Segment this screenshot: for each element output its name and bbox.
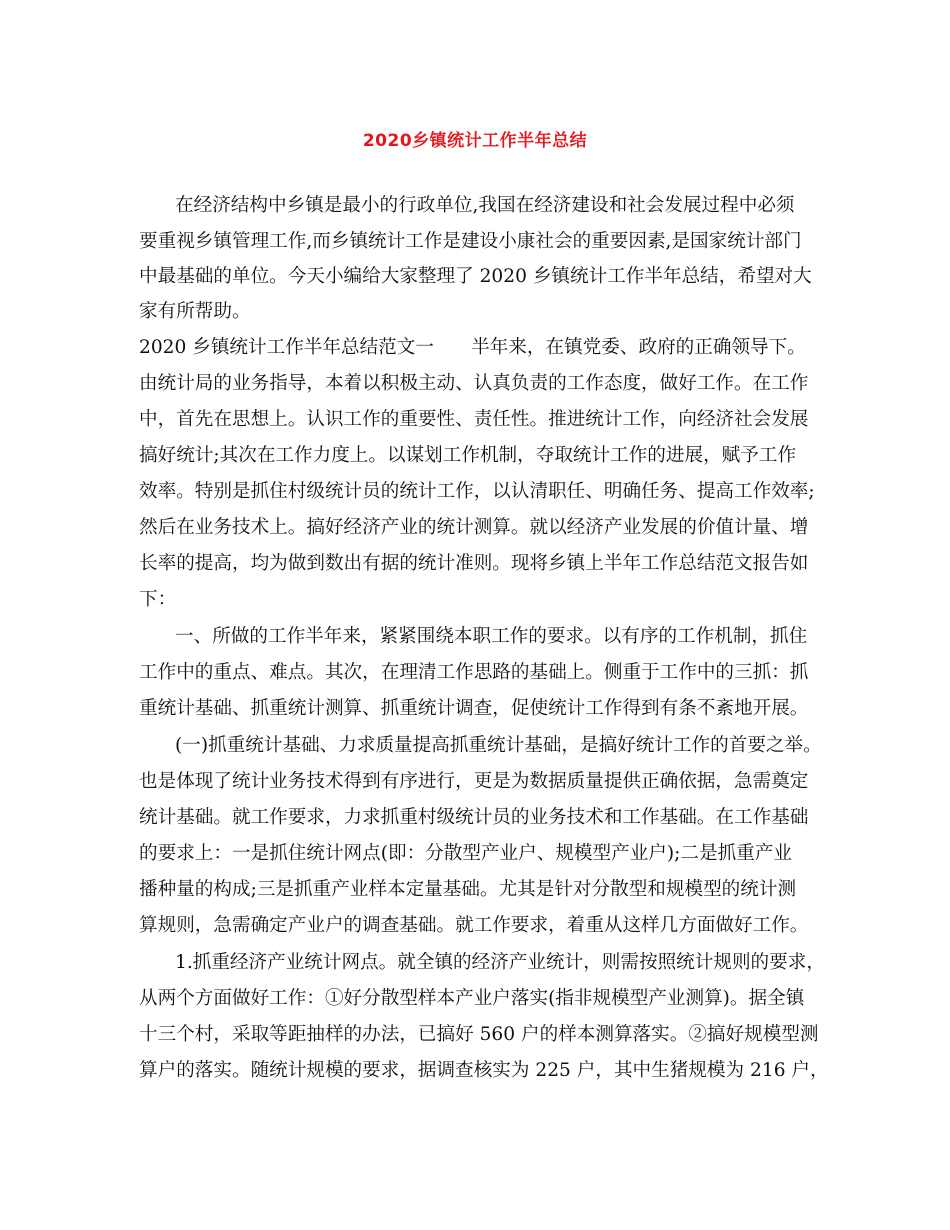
body-line: 搞好统计;其次在工作力度上。以谋划工作机制，夺取统计工作的进展，赋予工作 [139,445,797,466]
body-line: 从两个方面做好工作：①好分散型样本产业户落实(指非规模型产业测算)。据全镇 [139,988,805,1009]
body-line: 由统计局的业务指导，本着以积极主动、认真负责的工作态度，做好工作。在工作 [139,373,809,394]
body-line: 长率的提高，均为做到数出有据的统计准则。现将乡镇上半年工作总结范文报告如 [139,553,809,574]
body-line: 要重视乡镇管理工作,而乡镇统计工作是建设小康社会的重要因素,是国家统计部门 [139,231,802,252]
body-line: 工作中的重点、难点。其次，在理清工作思路的基础上。侧重于工作中的三抓：抓 [139,662,809,683]
body-line: 重统计基础、抓重统计测算、抓重统计调查，促使统计工作得到有条不紊地开展。 [139,698,809,719]
body-line: 在经济结构中乡镇是最小的行政单位,我国在经济建设和社会发展过程中必须 [175,195,795,216]
body-line: 1.抓重经济产业统计网点。就全镇的经济产业统计，则需按照统计规则的要求， [175,952,825,973]
body-line: 统计基础。就工作要求，力求抓重村级统计员的业务技术和工作基础。在工作基础 [139,807,809,828]
body-line: 家有所帮助。 [139,301,251,322]
body-line: 中最基础的单位。今天小编给大家整理了 2020 乡镇统计工作半年总结，希望对大 [139,266,812,287]
body-line: 算户的落实。随统计规模的要求，据调查核实为 225 户，其中生猪规模为 216 户， [139,1060,829,1081]
body-line: 算规则，急需确定产业户的调查基础。就工作要求，着重从这样几方面做好工作。 [139,915,809,936]
body-line: 十三个村，采取等距抽样的办法，已搞好 560 户的样本测算落实。②搞好规模型测 [139,1024,819,1045]
document-title: 2020乡镇统计工作半年总结 [362,131,588,151]
body-line: 效率。特别是抓住村级统计员的统计工作，以认清职任、明确任务、提高工作效率; [139,481,815,502]
body-line: 的要求上：一是抓住统计网点(即：分散型产业户、规模型产业户);二是抓重产业 [139,843,792,864]
body-line: 中，首先在思想上。认识工作的重要性、责任性。推进统计工作，向经济社会发展 [139,409,809,430]
body-line: 2020 乡镇统计工作半年总结范文一 半年来，在镇党委、政府的正确领导下。 [139,337,806,358]
body-line: (一)抓重统计基础、力求质量提高抓重统计基础，是搞好统计工作的首要之举。 [175,735,822,756]
body-line: 播种量的构成;三是抓重产业样本定量基础。尤其是针对分散型和规模型的统计测 [139,879,797,900]
body-line: 然后在业务技术上。搞好经济产业的统计测算。就以经济产业发展的价值计量、增 [139,517,809,538]
body-line: 一、所做的工作半年来，紧紧围绕本职工作的要求。以有序的工作机制，抓住 [175,626,808,647]
body-line: 也是体现了统计业务技术得到有序进行，更是为数据质量提供正确依据，急需奠定 [139,771,809,792]
body-line: 下： [139,589,177,610]
